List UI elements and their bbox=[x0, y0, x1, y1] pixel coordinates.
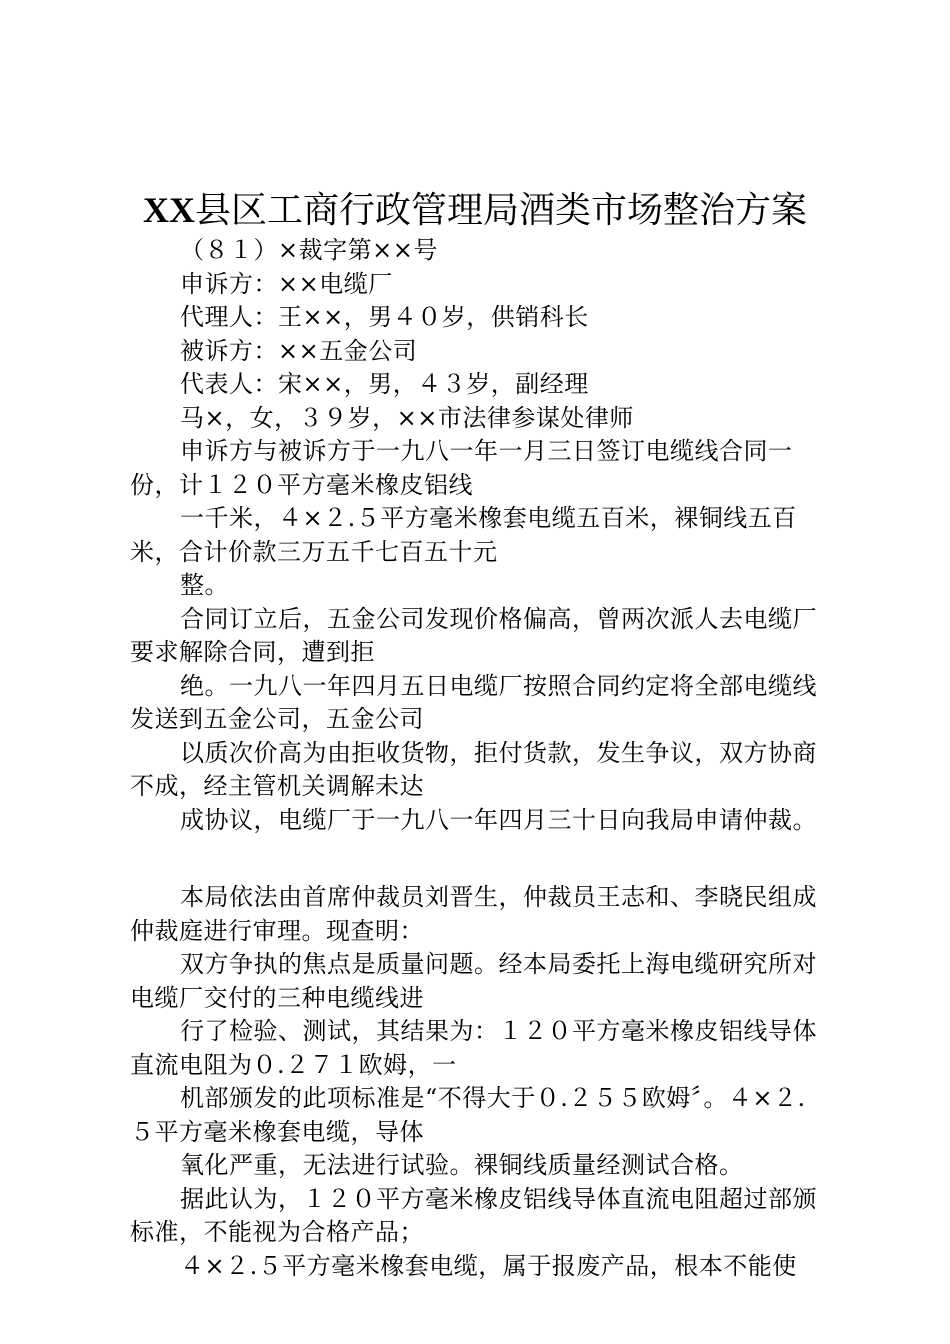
respondent-representative: 代表人：宋××，男，４３岁，副经理 bbox=[180, 370, 589, 398]
body-paragraph: 本局依法由首席仲裁员刘晋生，仲裁员王志和、李晓民组成仲裁庭进行审理。现查明： bbox=[130, 883, 817, 945]
body-paragraph: 整。 bbox=[180, 571, 229, 599]
body-paragraph: 据此认为，１２０平方毫米橡皮铝线导体直流电阻超过部颁标准，不能视为合格产品； bbox=[130, 1184, 817, 1246]
body-paragraph: 绝。一九八一年四月五日电缆厂按照合同约定将全部电缆线发送到五金公司，五金公司 bbox=[130, 671, 817, 733]
document-body bbox=[130, 234, 830, 1283]
title-text: 县区工商行政管理局酒类市场整治方案 bbox=[194, 190, 807, 231]
title-prefix: XX bbox=[142, 190, 195, 230]
respondent: 被诉方：××五金公司 bbox=[180, 336, 418, 365]
complainant: 申诉方：××电缆厂 bbox=[180, 269, 393, 298]
body-paragraph: 合同订立后，五金公司发现价格偏高，曾两次派人去电缆厂要求解除合同，遭到拒 bbox=[130, 604, 817, 666]
body-paragraph: ４×２.５平方毫米橡套电缆，属于报废产品，根本不能使 bbox=[180, 1251, 797, 1280]
body-paragraph: 双方争执的焦点是质量问题。经本局委托上海电缆研究所对电缆厂交付的三种电缆线进 bbox=[130, 950, 817, 1012]
case-number: （８１）×裁字第××号 bbox=[180, 236, 438, 264]
body-paragraph: 氧化严重，无法进行试验。裸铜线质量经测试合格。 bbox=[180, 1151, 744, 1179]
complainant-agent: 代理人：王××，男４０岁，供销科长 bbox=[180, 303, 589, 331]
blank-line bbox=[130, 837, 830, 881]
page-title bbox=[0, 182, 950, 233]
body-paragraph: 机部颁发的此项标准是“不得大于０.２５５欧姆〞。４×２.５平方毫米橡套电缆，导体 bbox=[130, 1084, 806, 1146]
body-paragraph: 成协议，电缆厂于一九八一年四月三十日向我局申请仲裁。 bbox=[180, 805, 817, 834]
body-paragraph: 行了检验、测试，其结果为：１２０平方毫米橡皮铝线导体直流电阻为０.２７１欧姆，一 bbox=[130, 1017, 817, 1079]
body-paragraph: 以质次价高为由拒收货物，拒付货款，发生争议，双方协商不成，经主管机关调解未达 bbox=[130, 738, 817, 800]
respondent-lawyer: 马×，女，３９岁，××市法律参谋处律师 bbox=[180, 403, 634, 432]
body-paragraph: 一千米，４×２.５平方毫米橡套电缆五百米，裸铜线五百米，合计价款三万五千七百五十元 bbox=[130, 504, 797, 566]
body-paragraph: 申诉方与被诉方于一九八一年一月三日签订电缆线合同一份，计１２０平方毫米橡皮铝线 bbox=[130, 437, 793, 499]
